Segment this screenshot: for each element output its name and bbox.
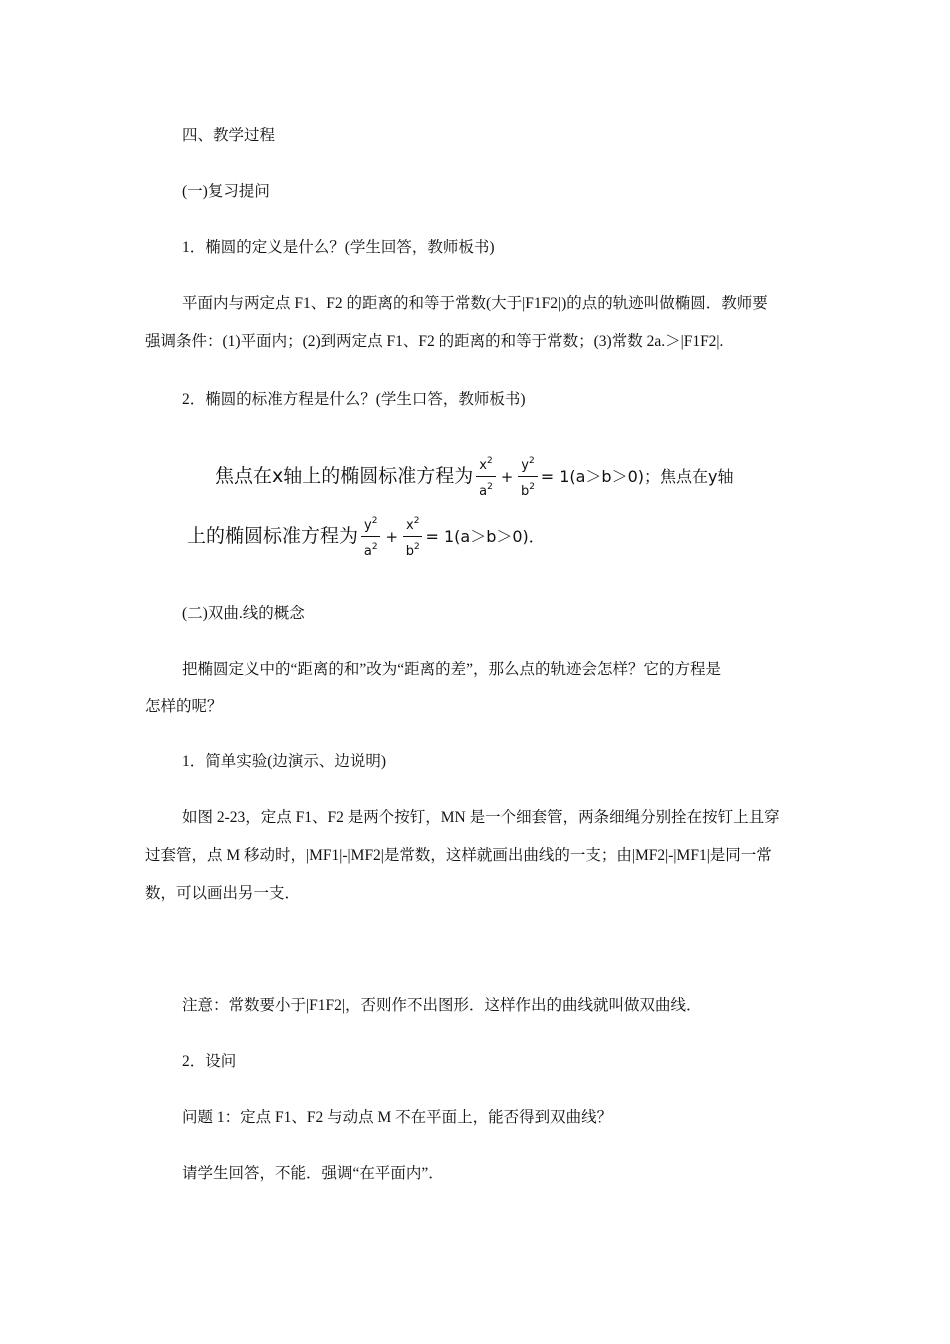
formula-tail: = 1(a＞b＞0)；焦点在y轴 xyxy=(540,467,734,486)
paragraph-hyperbola-intro-line1: 把椭圆定义中的“距离的和”改为“距离的差”，那么点的轨迹会怎样？它的方程是 xyxy=(182,661,722,678)
paragraph-experiment-line2: 过套管，点 M 移动时，|MF1|-|MF2|是常数，这样就画出曲线的一支；由|MF2|-|MF1|是同一常 xyxy=(145,847,772,864)
heading-hyperbola-concept: (二)双曲.线的概念 xyxy=(182,605,305,622)
heading-teaching-process: 四、教学过程 xyxy=(182,127,276,144)
question-ellipse-equation: 2．椭圆的标准方程是什么？(学生口答，教师板书) xyxy=(182,391,526,408)
fraction: $\frac{x^2}{a^2}$ xyxy=(476,452,495,501)
paragraph-experiment-line3: 数，可以画出另一支． xyxy=(145,885,301,902)
formula-text: 焦点在x轴上的椭圆标准方程为 xyxy=(215,465,474,487)
heading-review: (一)复习提问 xyxy=(182,183,270,200)
paragraph-experiment-line1: 如图 2-23，定点 F1、F2 是两个按钉，MN 是一个细套管，两条细绳分别拴在按钉上且穿 xyxy=(182,809,780,826)
formula-tail: = 1(a＞b＞0)． xyxy=(425,527,545,546)
paragraph-hyperbola-intro-line2: 怎样的呢？ xyxy=(145,698,223,715)
question-ellipse-definition: 1．椭圆的定义是什么？(学生回答，教师板书) xyxy=(182,239,495,256)
fraction: $\frac{y^2}{b^2}$ xyxy=(518,452,537,501)
formula-ellipse-y-axis: 上的椭圆标准方程为 $\frac{y^2}{a^2}$ + $\frac{x^2}{b^2}$ = 1(a＞b＞0)． xyxy=(187,512,545,561)
paragraph-ellipse-definition-line2: 强调条件：(1)平面内；(2)到两定点 F1、F2 的距离的和等于常数；(3)常数 2a.＞|F1F2|. xyxy=(145,333,724,350)
question-1: 问题 1：定点 F1、F2 与动点 M 不在平面上，能否得到双曲线？ xyxy=(182,1109,613,1126)
formula-ellipse-x-axis: 焦点在x轴上的椭圆标准方程为 $\frac{x^2}{a^2}$ + $\frac{y^2}{b^2}$ = 1(a＞b＞0)；焦点在y轴 xyxy=(215,452,733,501)
formula-text: 上的椭圆标准方程为 xyxy=(187,525,359,547)
paragraph-ellipse-definition-line1: 平面内与两定点 F1、F2 的距离的和等于常数(大于|F1F2|)的点的轨迹叫做椭圆．教师要 xyxy=(182,295,768,312)
heading-simple-experiment: 1．简单实验(边演示、边说明) xyxy=(182,753,387,770)
answer-1: 请学生回答，不能．强调“在平面内”． xyxy=(182,1165,444,1182)
fraction: $\frac{x^2}{b^2}$ xyxy=(403,512,422,561)
paragraph-note: 注意：常数要小于|F1F2|，否则作不出图形．这样作出的曲线就叫做双曲线． xyxy=(182,997,702,1014)
fraction: $\frac{y^2}{a^2}$ xyxy=(361,512,380,561)
heading-questions: 2．设问 xyxy=(182,1053,237,1070)
